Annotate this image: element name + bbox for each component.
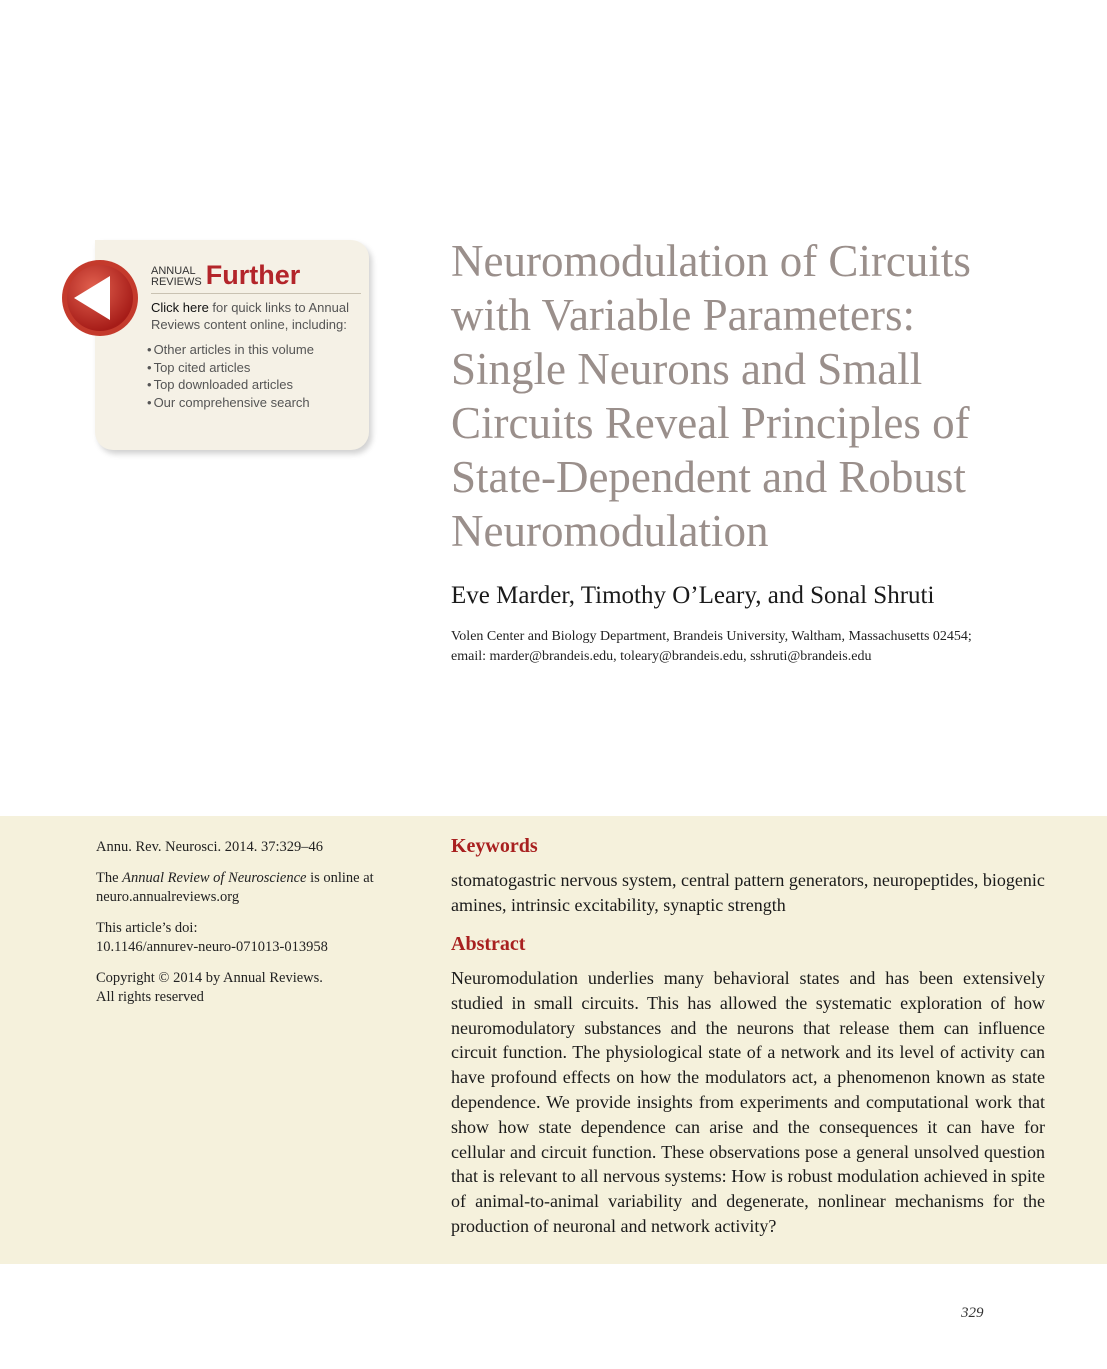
journal-name: Annual Review of Neuroscience [122, 870, 307, 886]
title-line: Neuromodulation [451, 506, 769, 556]
page-number: 329 [961, 1305, 984, 1321]
doi[interactable]: 10.1146/annurev-neuro-071013-013958 [96, 939, 328, 955]
back-arrow-icon[interactable] [60, 258, 140, 338]
keywords-text: stomatogastric nervous system, central pattern generators, neuropeptides, biogenic amines, intrinsic excitability, synaptic strength [451, 870, 1045, 915]
journal-url[interactable]: neuro.annualreviews.org [96, 889, 240, 905]
further-link[interactable]: • Top cited articles [151, 359, 361, 377]
further-links [151, 341, 361, 411]
affiliation [451, 627, 1071, 667]
further-intro [151, 299, 361, 333]
citation: Annu. Rev. Neurosci. 2014. 37:329–46 [96, 839, 324, 855]
title-line: Single Neurons and Small [451, 344, 923, 394]
abstract-text: Neuromodulation underlies many behavioral states and has been extensively studied in small circuits. This has allowed the systematic exploration of how neuromodulatory substances and the neurons that release them can influence circuit function. The physiological state of a network and its level of activity can have profound effects on how the modulators act, a phenomenon known as state dependence. We provide insights from experiments and computational work that show how state dependence can arise and the consequences it can have for cellular and circuit function. These observations pose a general unsolved question that is relevant to all nervous systems: How is robust modulation achieved in spite of animal-to-animal variability and degenerate, nonlinear mechanisms for the production of neuronal and network activity? [451, 968, 1045, 1236]
further-header [151, 262, 361, 294]
article-meta [96, 838, 396, 1019]
authors: Eve Marder, Timothy O’Leary, and Sonal Shruti [451, 582, 935, 609]
annual-label: ANNUAL [151, 265, 196, 277]
further-link[interactable]: • Other articles in this volume [151, 341, 361, 359]
further-text [151, 262, 361, 411]
article-title [451, 234, 1071, 558]
copyright: Copyright © 2014 by Annual Reviews. [96, 970, 323, 986]
doi-label: This article’s doi: [96, 920, 198, 936]
title-line: Neuromodulation of Circuits [451, 236, 971, 286]
affiliation-line: Volen Center and Biology Department, Brandeis University, Waltham, Massachusetts 02454; [451, 629, 972, 644]
online-post: is online at [306, 870, 374, 886]
online-pre: The [96, 870, 123, 886]
keywords-heading: Keywords [451, 835, 538, 857]
title-line: State-Dependent and Robust [451, 452, 966, 502]
further-link[interactable]: • Top downloaded articles [151, 376, 361, 394]
main-column [451, 835, 1045, 1239]
click-here-link[interactable]: Click here [151, 300, 209, 315]
annual-reviews-logo [151, 266, 202, 288]
further-wordmark: Further [205, 260, 301, 290]
title-line: Circuits Reveal Principles of [451, 398, 970, 448]
title-line: with Variable Parameters: [451, 290, 916, 340]
doi-block [96, 919, 396, 957]
abstract-heading: Abstract [451, 933, 526, 955]
affiliation-emails: email: marder@brandeis.edu, toleary@brandeis.edu, sshruti@brandeis.edu [451, 649, 872, 664]
copyright-block [96, 969, 396, 1007]
rights: All rights reserved [96, 989, 204, 1005]
reviews-label: REVIEWS [151, 276, 202, 288]
online-note [96, 869, 396, 907]
further-intro-text: for quick links to Annual Reviews content online, including: [151, 300, 349, 332]
further-link[interactable]: • Our comprehensive search [151, 394, 361, 412]
